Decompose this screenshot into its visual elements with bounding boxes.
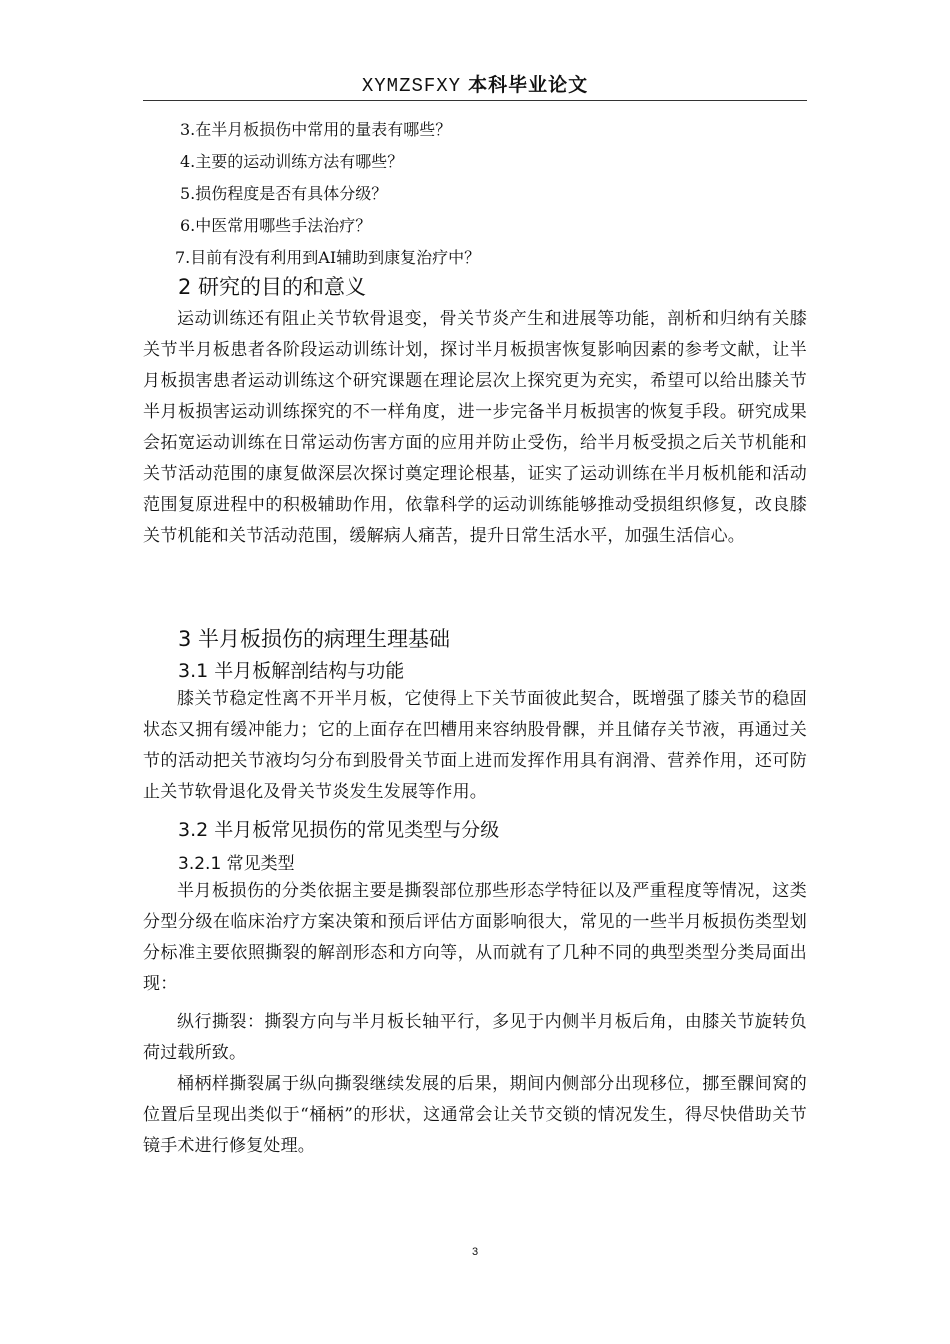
header-code: XYMZSFXY [361,75,462,97]
question-item: 6.中医常用哪些手法治疗？ [180,216,372,235]
header-divider [143,100,807,101]
section-3-heading: 3 半月板损伤的病理生理基础 [178,627,451,651]
section-2-paragraph: 运动训练还有阻止关节软骨退变，骨关节炎产生和进展等功能，剖析和归纳有关膝关节半月板患者各阶段运动训练计划，探讨半月板损害恢复影响因素的参考文献，让半月板损害患者运动训练这个研究课题在理论层次上探究更为充实，希望可以给出膝关节半月板损害运动训练探究的不一样角度，进一步完备半月板损害的恢复手段。研究成果会拓宽运动训练在日常运动伤害方面的应用并防止受伤，给半月板受损之后关节机能和关节活动范围的康复做深层次探讨奠定理论根基，证实了运动训练在半月板机能和活动范围复原进程中的积极辅助作用，依靠科学的运动训练能够推动受损组织修复，改良膝关节机能和关节活动范围，缓解病人痛苦，提升日常生活水平，加强生活信心。 [143,309,807,546]
section-3-2-1-paragraph: 半月板损伤的分类依据主要是撕裂部位那些形态学特征以及严重程度等情况，这类分型分级在临床治疗方案决策和预后评估方面影响很大，常见的一些半月板损伤类型划分标准主要依照撕裂的解剖形态和方向等，从而就有了几种不同的典型类型分类局面出现： [143,881,807,994]
header-title: 本科毕业论文 [468,74,589,96]
question-item: 7.目前有没有利用到AI辅助到康复治疗中？ [175,248,481,267]
section-3-1-heading: 3.1 半月板解剖结构与功能 [178,660,405,682]
section-3-2-1-heading: 3.2.1 常见类型 [178,854,295,874]
page-number: 3 [471,1246,479,1258]
section-3-2-1-paragraph: 桶柄样撕裂属于纵向撕裂继续发展的后果，期间内侧部分出现移位，挪至髁间窝的位置后呈现出类似于“桶柄”的形状，这通常会让关节交锁的情况发生，得尽快借助关节镜手术进行修复处理。 [143,1074,807,1156]
section-2-heading: 2 研究的目的和意义 [178,275,367,299]
section-3-2-heading: 3.2 半月板常见损伤的常见类型与分级 [178,819,500,841]
page-header [143,70,807,100]
question-item: 5.损伤程度是否有具体分级？ [180,184,388,203]
section-3-1-paragraph: 膝关节稳定性离不开半月板，它使得上下关节面彼此契合，既增强了膝关节的稳固状态又拥有缓冲能力；它的上面存在凹槽用来容纳股骨髁，并且储存关节液，再通过关节的活动把关节液均匀分布到股骨关节面上进而发挥作用具有润滑、营养作用，还可防止关节软骨退化及骨关节炎发生发展等作用。 [143,689,807,802]
question-item: 4.主要的运动训练方法有哪些？ [180,152,404,171]
section-3-2-1-paragraph: 纵行撕裂：撕裂方向与半月板长轴平行，多见于内侧半月板后角，由膝关节旋转负荷过载所致。 [143,1012,807,1063]
question-item: 3.在半月板损伤中常用的量表有哪些？ [180,120,452,139]
